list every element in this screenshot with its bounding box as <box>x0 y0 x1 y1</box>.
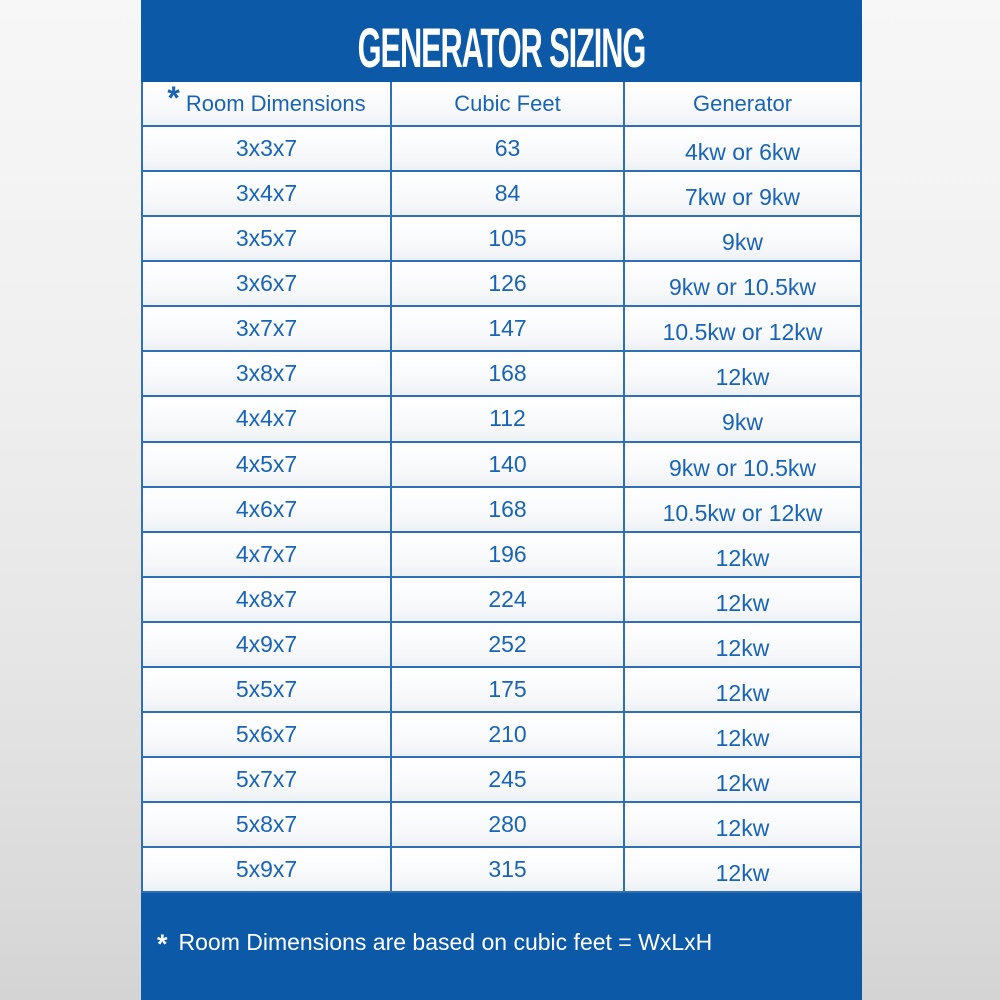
room-dimensions-cell: 4x8x7 <box>143 578 392 621</box>
table-row <box>143 172 860 217</box>
header-room-dimensions-label: Room Dimensions <box>185 90 366 116</box>
cubic-feet-cell: 84 <box>392 172 625 215</box>
cubic-feet-cell: 105 <box>392 217 625 260</box>
table-row <box>143 713 860 758</box>
cubic-feet-cell: 168 <box>392 352 625 395</box>
table-row <box>143 623 860 668</box>
cubic-feet-cell: 126 <box>392 262 625 305</box>
cubic-feet-cell: 196 <box>392 533 625 576</box>
generator-cell: 12kw <box>715 589 770 616</box>
table-row <box>143 397 860 442</box>
table-row <box>143 217 860 262</box>
room-dimensions-cell: 4x5x7 <box>143 443 392 486</box>
generator-cell: 7kw or 9kw <box>684 184 801 211</box>
cubic-feet-cell: 175 <box>392 668 625 711</box>
footer-note-bar <box>141 893 862 1000</box>
table-row <box>143 578 860 623</box>
title-bar <box>141 0 862 82</box>
cubic-feet-cell: 315 <box>392 848 625 891</box>
table-row <box>143 307 860 352</box>
cubic-feet-cell: 147 <box>392 307 625 350</box>
header-cubic-feet: Cubic Feet <box>392 82 625 125</box>
generator-cell: 12kw <box>715 544 770 571</box>
room-dimensions-cell: 5x5x7 <box>143 668 392 711</box>
table-row <box>143 488 860 533</box>
table-row <box>143 352 860 397</box>
header-room-dimensions <box>143 79 392 125</box>
generator-cell: 12kw <box>715 634 770 661</box>
room-dimensions-cell: 5x6x7 <box>143 713 392 756</box>
generator-cell: 12kw <box>715 860 770 887</box>
cubic-feet-cell: 252 <box>392 623 625 666</box>
generator-cell: 9kw or 10.5kw <box>668 454 816 481</box>
generator-cell: 12kw <box>715 364 770 391</box>
room-dimensions-cell: 3x3x7 <box>143 127 392 170</box>
table-header-row <box>143 79 860 127</box>
generator-cell: 9kw or 10.5kw <box>668 274 816 301</box>
generator-cell: 12kw <box>715 815 770 842</box>
generator-cell: 9kw <box>722 409 763 436</box>
cubic-feet-cell: 280 <box>392 803 625 846</box>
generator-cell: 10.5kw or 12kw <box>662 319 823 346</box>
table-row <box>143 668 860 713</box>
room-dimensions-cell: 3x6x7 <box>143 262 392 305</box>
room-dimensions-cell: 4x9x7 <box>143 623 392 666</box>
asterisk-icon: * <box>167 79 180 116</box>
room-dimensions-cell: 3x5x7 <box>143 217 392 260</box>
cubic-feet-cell: 63 <box>392 127 625 170</box>
table-row <box>143 262 860 307</box>
room-dimensions-cell: 3x4x7 <box>143 172 392 215</box>
footer-note: Room Dimensions are based on cubic feet = WxLxH <box>178 929 713 955</box>
generator-cell: 9kw <box>722 229 763 256</box>
asterisk-icon: * <box>157 929 168 959</box>
header-generator: Generator <box>692 90 793 116</box>
sizing-table <box>141 79 862 893</box>
room-dimensions-cell: 5x8x7 <box>143 803 392 846</box>
room-dimensions-cell: 4x4x7 <box>143 397 392 440</box>
generator-cell: 10.5kw or 12kw <box>662 499 823 526</box>
table-row <box>143 758 860 803</box>
table-row <box>143 803 860 848</box>
cubic-feet-cell: 245 <box>392 758 625 801</box>
table-row <box>143 443 860 488</box>
table-row <box>143 127 860 172</box>
generator-cell: 12kw <box>715 769 770 796</box>
room-dimensions-cell: 3x7x7 <box>143 307 392 350</box>
room-dimensions-cell: 4x7x7 <box>143 533 392 576</box>
generator-cell: 12kw <box>715 724 770 751</box>
table-row <box>143 848 860 893</box>
generator-cell: 12kw <box>715 679 770 706</box>
room-dimensions-cell: 3x8x7 <box>143 352 392 395</box>
room-dimensions-cell: 4x6x7 <box>143 488 392 531</box>
cubic-feet-cell: 168 <box>392 488 625 531</box>
cubic-feet-cell: 224 <box>392 578 625 621</box>
generator-cell: 4kw or 6kw <box>684 139 801 166</box>
cubic-feet-cell: 210 <box>392 713 625 756</box>
page-title: GENERATOR SIZING <box>357 16 646 79</box>
cubic-feet-cell: 112 <box>392 397 625 440</box>
generator-sizing-panel <box>141 0 862 1000</box>
room-dimensions-cell: 5x7x7 <box>143 758 392 801</box>
cubic-feet-cell: 140 <box>392 443 625 486</box>
room-dimensions-cell: 5x9x7 <box>143 848 392 891</box>
table-row <box>143 533 860 578</box>
